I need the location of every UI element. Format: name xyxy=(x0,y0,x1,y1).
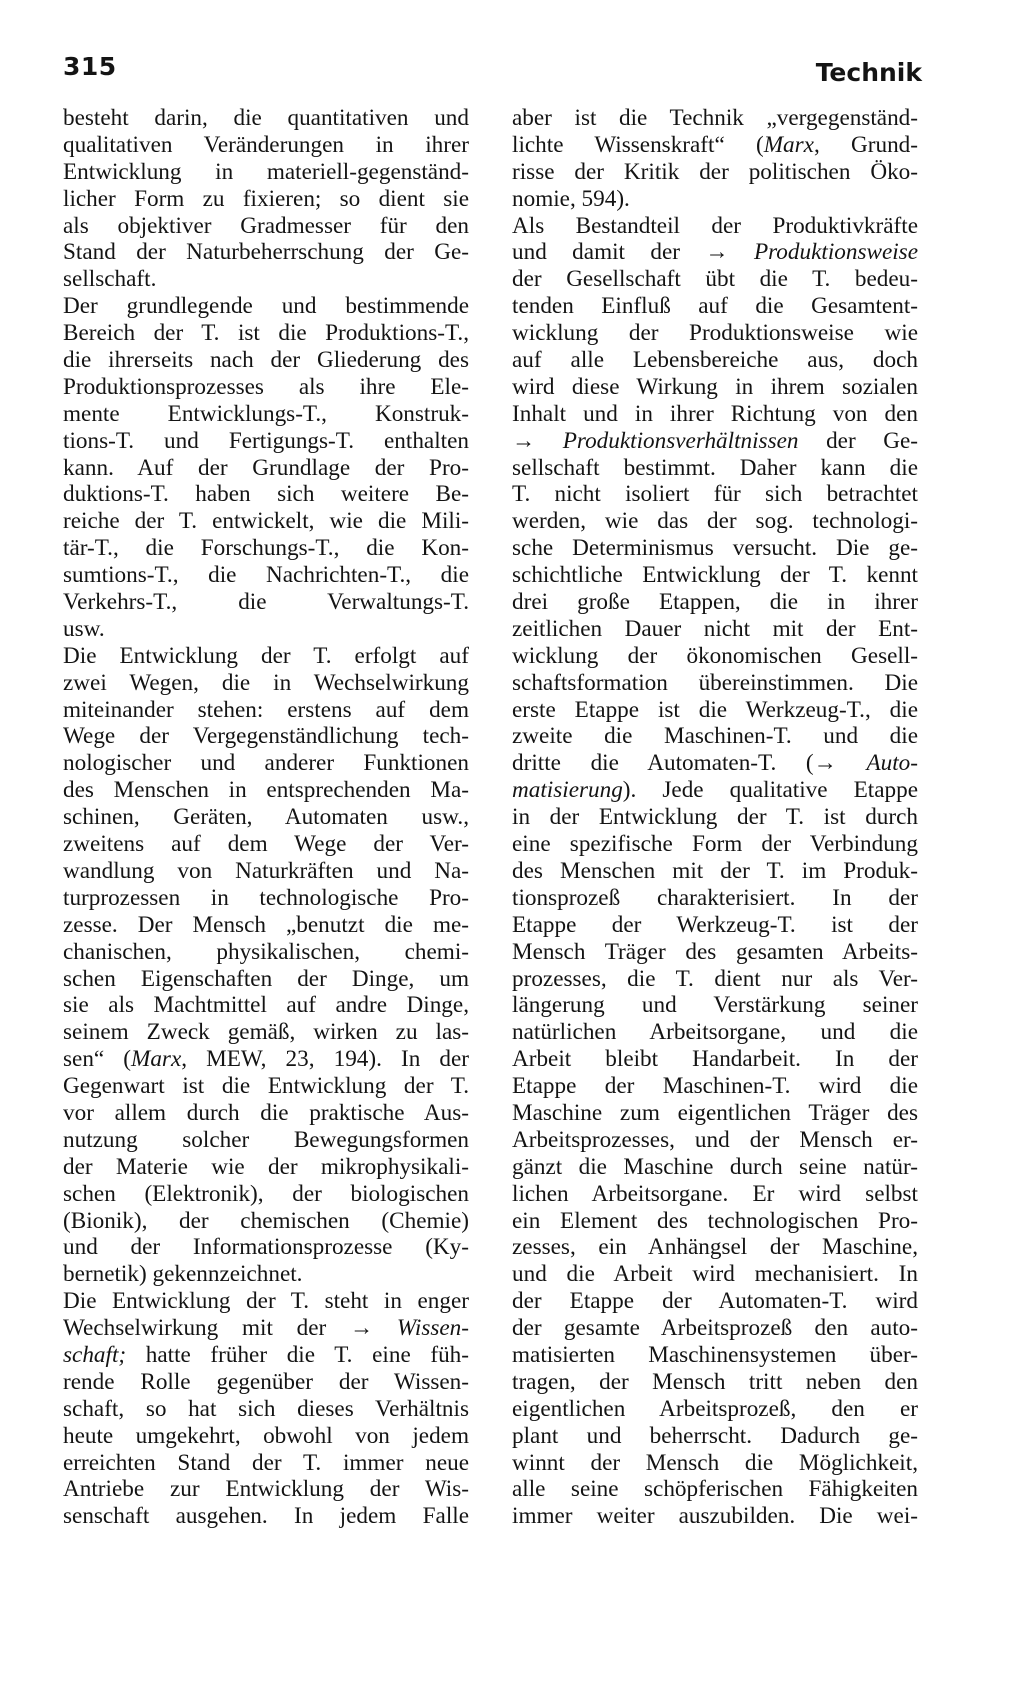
text-line: als objektiver Gradmesser für den xyxy=(63,212,469,239)
text-line: zweitens auf dem Wege der Ver- xyxy=(63,831,469,858)
text-line: drei große Etappen, die in ihrer xyxy=(512,589,918,616)
text-line: zweite die Maschinen-T. und die xyxy=(512,723,918,750)
text-line: aber ist die Technik „vergegenständ- xyxy=(512,105,918,131)
text-line: Der grundlegende und bestimmende xyxy=(63,293,469,320)
text-line: Produktionsprozesses als ihre Ele- xyxy=(63,373,469,400)
text-line: schen (Elektronik), der biologischen xyxy=(63,1180,469,1207)
text-line: zeitlichen Dauer nicht mit der Ent- xyxy=(512,615,918,642)
text-line: gänzt die Maschine durch seine natür- xyxy=(512,1153,918,1180)
text-line: senschaft ausgehen. In jedem Falle xyxy=(63,1503,469,1530)
text-run: Wechselwirkung mit der → xyxy=(63,1315,397,1342)
text-line: eine spezifische Form der Verbindung xyxy=(512,831,918,858)
text-line: besteht darin, die quantitativen und xyxy=(63,105,469,131)
italic-term: Marx xyxy=(763,131,814,158)
text-line: sche Determinismus versucht. Die ge- xyxy=(512,535,918,562)
italic-term: schaft; xyxy=(63,1341,127,1368)
text-line: sellschaft bestimmt. Daher kann die xyxy=(512,454,918,481)
text-line: Wege der Vergegenständlichung tech- xyxy=(63,723,469,750)
text-line: Antriebe zur Entwicklung der Wis- xyxy=(63,1476,469,1503)
text-line: natürlichen Arbeitsorgane, und die xyxy=(512,1019,918,1046)
text-line: risse der Kritik der politischen Öko- xyxy=(512,158,918,185)
text-line: Etappe der Maschinen-T. wird die xyxy=(512,1073,918,1100)
text-run: der Ge- xyxy=(798,427,919,454)
text-line: schaftsformation übereinstimmen. Die xyxy=(512,669,918,696)
text-line: wicklung der Produktionsweise wie xyxy=(512,320,918,347)
text-line: kann. Auf der Grundlage der Pro- xyxy=(63,454,469,481)
text-line: des Menschen in entsprechenden Ma- xyxy=(63,777,469,804)
text-line: Als Bestandteil der Produktivkräfte xyxy=(512,212,918,239)
text-line xyxy=(512,428,918,455)
text-line: erreichten Stand der T. immer neue xyxy=(63,1449,469,1476)
text-line: rende Rolle gegenüber der Wissen- xyxy=(63,1368,469,1395)
left-text-column xyxy=(63,105,469,1530)
text-line: Die Entwicklung der T. steht in enger xyxy=(63,1288,469,1315)
text-line: qualitativen Veränderungen in ihrer xyxy=(63,131,469,158)
text-line: alle seine schöpferischen Fähigkeiten xyxy=(512,1476,918,1503)
text-line: chanischen, physikalischen, chemi- xyxy=(63,938,469,965)
text-line: werden, wie das der sog. technologi- xyxy=(512,508,918,535)
text-line: T. nicht isoliert für sich betrachtet xyxy=(512,481,918,508)
text-line: duktions-T. haben sich weitere Be- xyxy=(63,481,469,508)
text-line: ein Element des technologischen Pro- xyxy=(512,1207,918,1234)
italic-term: Wissen- xyxy=(396,1315,469,1342)
text-line xyxy=(512,132,918,159)
text-line: wicklung der ökonomischen Gesell- xyxy=(512,642,918,669)
text-line: winnt der Mensch die Möglichkeit, xyxy=(512,1449,918,1476)
text-line: reiche der T. entwickelt, wie die Mili- xyxy=(63,508,469,535)
text-line xyxy=(512,750,918,777)
text-line: heute umgekehrt, obwohl von jedem xyxy=(63,1422,469,1449)
right-text-column xyxy=(512,105,918,1530)
text-line: Gegenwart ist die Entwicklung der T. xyxy=(63,1073,469,1100)
text-line: der gesamte Arbeitsprozeß den auto- xyxy=(512,1315,918,1342)
text-line: tenden Einfluß auf die Gesamtent- xyxy=(512,293,918,320)
text-line: Arbeitsprozesses, und der Mensch er- xyxy=(512,1126,918,1153)
text-run: , MEW, 23, 194). In der xyxy=(181,1046,469,1073)
text-line: wandlung von Naturkräften und Na- xyxy=(63,857,469,884)
text-line: Maschine zum eigentlichen Träger des xyxy=(512,1099,918,1126)
text-line: der Gesellschaft übt die T. bedeu- xyxy=(512,266,918,293)
text-line: sumtions-T., die Nachrichten-T., die xyxy=(63,562,469,589)
italic-term: Produktionsweise xyxy=(753,239,918,266)
text-line xyxy=(512,777,918,804)
text-line: mente Entwicklungs-T., Konstruk- xyxy=(63,400,469,427)
text-line xyxy=(512,239,918,266)
text-run: ). Jede qualitative Etappe xyxy=(622,777,918,804)
text-line: tragen, der Mensch tritt neben den xyxy=(512,1368,918,1395)
italic-term: Auto- xyxy=(866,750,918,777)
text-run: hatte früher die T. eine füh- xyxy=(126,1341,469,1368)
text-line: usw. xyxy=(63,615,105,642)
text-line: Verkehrs-T., die Verwaltungs-T. xyxy=(63,589,469,616)
text-line: und der Informationsprozesse (Ky- xyxy=(63,1234,469,1261)
text-line: seinem Zweck gemäß, wirken zu las- xyxy=(63,1019,469,1046)
text-run: sen“ ( xyxy=(63,1046,132,1073)
text-line: sellschaft. xyxy=(63,266,157,293)
text-line: Mensch Träger des gesamten Arbeits- xyxy=(512,938,918,965)
text-line: sie als Machtmittel auf andre Dinge, xyxy=(63,992,469,1019)
text-line: Die Entwicklung der T. erfolgt auf xyxy=(63,642,469,669)
text-line xyxy=(63,1342,469,1369)
italic-term: Marx xyxy=(131,1046,182,1073)
text-line: in der Entwicklung der T. ist durch xyxy=(512,804,918,831)
text-line: matisierten Maschinensystemen über- xyxy=(512,1341,918,1368)
text-line: miteinander stehen: erstens auf dem xyxy=(63,696,469,723)
text-line: des Menschen mit der T. im Produk- xyxy=(512,857,918,884)
text-line: der Etappe der Automaten-T. wird xyxy=(512,1288,918,1315)
text-line: erste Etappe ist die Werkzeug-T., die xyxy=(512,696,918,723)
text-line: (Bionik), der chemischen (Chemie) xyxy=(63,1207,469,1234)
text-line: schinen, Geräten, Automaten usw., xyxy=(63,804,469,831)
text-line: Etappe der Werkzeug-T. ist der xyxy=(512,911,918,938)
text-line: immer weiter auszubilden. Die wei- xyxy=(512,1503,918,1530)
text-line: eigentlichen Arbeitsprozeß, den er xyxy=(512,1395,918,1422)
text-line: längerung und Verstärkung seiner xyxy=(512,992,918,1019)
text-line xyxy=(63,1046,469,1073)
running-head: Technik xyxy=(815,58,922,87)
text-line: nologischer und anderer Funktionen xyxy=(63,750,469,777)
text-line: schen Eigenschaften der Dinge, um xyxy=(63,965,469,992)
text-line: Stand der Naturbeherrschung der Ge- xyxy=(63,239,469,266)
text-line: Entwicklung in materiell-gegenständ- xyxy=(63,158,469,185)
text-line: tionsprozeß charakterisiert. In der xyxy=(512,884,918,911)
italic-term: Produktionsverhältnissen xyxy=(562,427,799,454)
text-line: Arbeit bleibt Handarbeit. In der xyxy=(512,1046,918,1073)
text-line: und die Arbeit wird mechanisiert. In xyxy=(512,1261,918,1288)
text-line: turprozessen in technologische Pro- xyxy=(63,884,469,911)
text-line: nutzung solcher Bewegungsformen xyxy=(63,1126,469,1153)
text-run: lichte Wissenskraft“ ( xyxy=(512,131,764,158)
text-line: zwei Wegen, die in Wechselwirkung xyxy=(63,669,469,696)
text-line: tions-T. und Fertigungs-T. enthalten xyxy=(63,427,469,454)
text-line: tär-T., die Forschungs-T., die Kon- xyxy=(63,535,469,562)
text-line: prozesses, die T. dient nur als Ver- xyxy=(512,965,918,992)
text-line: schichtliche Entwicklung der T. kennt xyxy=(512,562,918,589)
text-run: , Grund- xyxy=(813,131,918,158)
page-number: 315 xyxy=(63,52,117,81)
text-line: plant und beherrscht. Dadurch ge- xyxy=(512,1422,918,1449)
text-line: nomie, 594). xyxy=(512,185,630,212)
text-line: lichen Arbeitsorgane. Er wird selbst xyxy=(512,1180,918,1207)
text-line: die ihrerseits nach der Gliederung des xyxy=(63,347,469,374)
text-line: wird diese Wirkung in ihrem sozialen xyxy=(512,373,918,400)
text-line: der Materie wie der mikrophysikali- xyxy=(63,1153,469,1180)
text-line: Inhalt und in ihrer Richtung von den xyxy=(512,400,918,427)
text-line: vor allem durch die praktische Aus- xyxy=(63,1099,469,1126)
text-line: bernetik) gekennzeichnet. xyxy=(63,1261,303,1288)
text-line: schaft, so hat sich dieses Verhältnis xyxy=(63,1395,469,1422)
text-line xyxy=(63,1315,469,1342)
text-line: Bereich der T. ist die Produktions-T., xyxy=(63,320,469,347)
text-line: licher Form zu fixieren; so dient sie xyxy=(63,185,469,212)
text-run: und damit der → xyxy=(512,239,754,266)
text-line: auf alle Lebensbereiche aus, doch xyxy=(512,347,918,374)
text-run: dritte die Automaten-T. (→ xyxy=(512,750,867,777)
text-line: zesses, ein Anhängsel der Maschine, xyxy=(512,1234,918,1261)
italic-term: matisierung xyxy=(512,777,623,804)
text-line: zesse. Der Mensch „benutzt die me- xyxy=(63,911,469,938)
text-run: → xyxy=(512,427,563,454)
